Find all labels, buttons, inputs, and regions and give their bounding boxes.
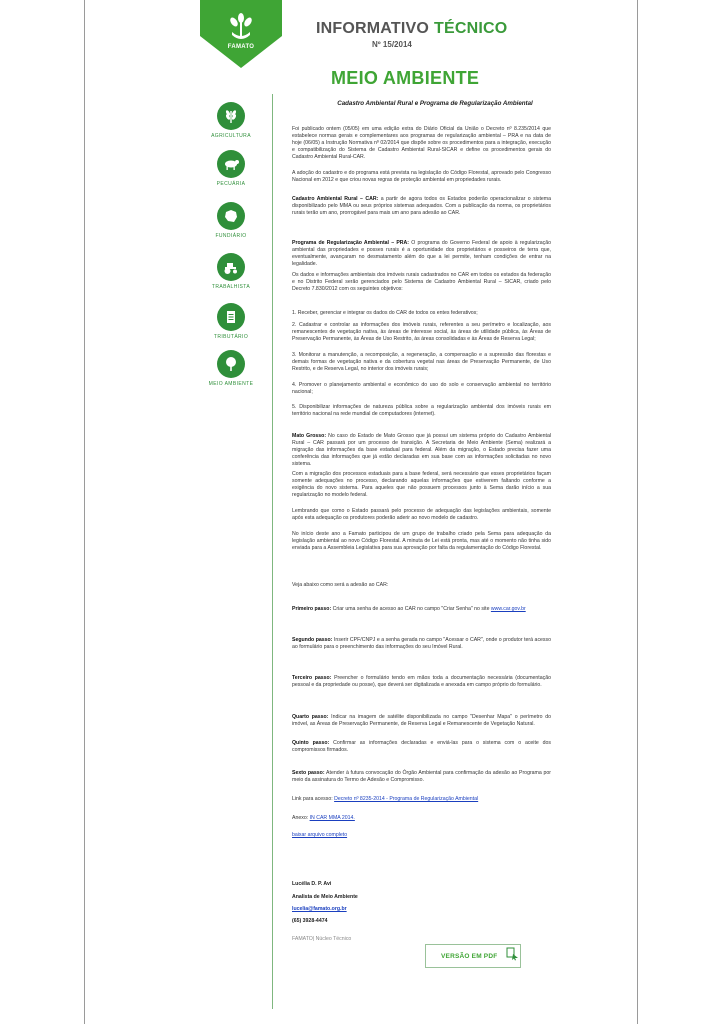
article-subtitle: Cadastro Ambiental Rural e Programa de Regularização Ambiental <box>337 100 533 107</box>
sidebar-item-agricultura[interactable] <box>200 102 262 139</box>
step-item <box>292 714 551 728</box>
step-text: Inserir CPF/CNPJ e a senha gerada no campo "Acessar o CAR", onde o produtor terá acesso ao formulário para o preenchimento das informações do seu Imóvel Rural. <box>292 637 551 650</box>
car-site-link[interactable]: www.car.gov.br <box>490 606 526 612</box>
step-item <box>292 770 551 784</box>
page-border-right <box>637 0 638 1024</box>
step-item <box>292 606 551 613</box>
paragraph: Veja abaixo como será a adesão ao CAR: <box>292 582 389 588</box>
link-prefix: Link para acesso: <box>292 796 335 802</box>
sidebar-item-fundiario[interactable] <box>200 202 262 239</box>
paragraph-text: No caso do Estado de Mato Grosso que já possui um sistema próprio do Cadastro Ambiental Rural – CAR passará por um processo de transição. A Secretaria de Meio Ambiente (Sema) realizará a migração das informações da base estadual para federal. Além da migração, o Estado precisa fazer uma conferência das informações que já estão declaradas em sua base com as informações solicitadas no novo sistema. <box>292 433 552 467</box>
pdf-version-label: VERSÃO EM PDF <box>441 952 498 960</box>
paragraph: Foi publicado ontem (05/05) em uma edição extra do Diário Oficial da União o Decreto nº 8.235/2014 que estabelece normas gerais e complementares aos programas de regularização ambiental – PRA e na data de hoje (06/05) a Instrução Normativa nº 02/2014 que dispõe sobre os procedimentos para a integração, execução e compatibilização do Sistema de Cadastro Ambiental Rural-SICAR e define os procedimentos gerais do Cadastro Ambiental Rural-CAR. <box>292 126 551 160</box>
link-line <box>292 832 551 839</box>
footer-note: FAMATO| Núcleo Técnico <box>292 936 352 942</box>
step-heading: Quarto passo: <box>292 714 329 720</box>
paragraph: No início deste ano a Famato participou de um grupo de trabalho criado pela Sema para adequação da legislação ambiental ao novo Código Florestal. A minuta de Lei está pronta, mas até o momento não tinha sido enviada para a Assembleia Legislativa para sua aprovação por falta da regulamentação do Código Florestal. <box>292 531 551 551</box>
decree-link[interactable]: Decreto nº 8235-2014 - Programa de Regularização Ambiental <box>334 796 479 802</box>
issue-number: Nº 15/2014 <box>372 40 412 49</box>
link-prefix: Anexo: <box>292 815 310 821</box>
paragraph-text: a partir de agora todos os Estados poderão operacionalizar o sistema disponibilizado pelo MMA ou seus próprios sistemas adequados. Com a publicação da norma, os proprietários rurais terão um ano, prorrogável para mais um ano para adesão ao CAR. <box>292 196 552 216</box>
link-line <box>292 815 551 822</box>
list-item: 1. Receber, gerenciar e integrar os dados do CAR de todos os entes federativos; <box>292 310 478 316</box>
step-item <box>292 637 551 651</box>
download-link[interactable]: baixar arquivo completo <box>292 832 348 838</box>
title-part-tecnico: TÉCNICO <box>434 20 508 37</box>
sidebar-item-tributario[interactable] <box>200 303 262 340</box>
step-heading: Terceiro passo: <box>292 675 332 681</box>
step-text: Indicar na imagem de satélite disponibilizada no campo "Desenhar Mapa" o perímetro do imóvel, as Áreas de Preservação Permanente, de Reserva Legal e Remanescente de Vegetação Natural. <box>292 714 551 727</box>
sidebar-item-label: TRABALHISTA <box>211 284 251 290</box>
sidebar-item-label: PECUÁRIA <box>216 181 246 187</box>
paragraph: Os dados e informações ambientais dos imóveis rurais cadastrados no CAR em todos os estados da federação e no Distrito Federal serão gerenciados pelo Sistema de Cadastro Ambiental Rural – SICAR, criado pelo Decreto 7.830/2012 com os seguintes objetivos: <box>292 272 551 292</box>
tree-icon <box>217 350 245 378</box>
sidebar-item-label: FUNDIÁRIO <box>215 233 247 239</box>
paragraph-text: O programa do Governo Federal de apoio à regularização ambiental das propriedades e posses rurais é a oportunidade dos proprietários e posseiros de terra que, eventualmente, avançaram no desmatamento além do que a lei permite, tenham condições de entrar na legalidade. <box>292 240 551 267</box>
sidebar-item-trabalhista[interactable] <box>200 253 262 290</box>
document-icon <box>217 303 245 331</box>
pdf-version-button[interactable] <box>425 944 521 968</box>
author-email-link[interactable]: lucelia@famato.org.br <box>292 906 347 912</box>
list-item: 5. Disponibilizar informações de natureza pública sobre a regularização ambiental dos imóveis rurais em território nacional na rede mundial de computadores (internet). <box>292 404 551 417</box>
list-item: 2. Cadastrar e controlar as informações dos imóveis rurais, referentes a seu perímetro e localização, aos remanescentes de vegetação nativa, às áreas de interesse social, às áreas de utilidade pública, às Áreas de Preservação Permanente, às Áreas de Uso Restrito, às áreas consolidadas e às Áreas de Reserva Legal; <box>292 322 551 342</box>
step-text: Preencher o formulário tendo em mãos toda a documentação necessária (documentação pessoal e da propriedade ou posse), que deverá ser digitalizada e anexada em campo próprio do formulário. <box>292 675 551 688</box>
page-border-left <box>84 0 85 1024</box>
step-text: Atender à futura convocação do Órgão Ambiental para confirmação da adesão ao Programa por meio da assinatura do Termo de Adesão e Compromisso. <box>292 770 551 783</box>
paragraph-heading: Cadastro Ambiental Rural – CAR: <box>292 196 379 202</box>
sidebar-item-label: MEIO AMBIENTE <box>208 381 254 387</box>
step-heading: Quinto passo: <box>292 740 330 746</box>
step-text: Criar uma senha de acesso ao CAR no campo "Criar Senha" no site <box>331 606 491 612</box>
title-part-informativo: INFORMATIVO <box>316 20 430 37</box>
annex-link[interactable]: IN CAR MMA 2014. <box>309 815 355 821</box>
sidebar-item-label: TRIBUTÁRIO <box>213 334 249 340</box>
paragraph: Lembrando que como o Estado passará pelo processo de adequação das legislações ambientais, somente após esta adequação os produtores poderão aderir ao novo modelo de cadastro. <box>292 508 551 521</box>
paragraph <box>292 240 551 268</box>
step-heading: Sexto passo: <box>292 770 325 776</box>
newsletter-title <box>316 20 507 38</box>
author-name: Lucélia D. P. Avi <box>292 881 332 887</box>
paragraph: Com a migração dos processos estaduais para a base federal, será necessário que esses proprietários façam somente adequações no processo, declarando aquelas informações que estiverem faltando conforme a exigência do novo sistema. Para aqueles que não possuem processos junto à Sema darão início a sua regularização no modelo federal. <box>292 471 551 498</box>
wheat-icon <box>217 102 245 130</box>
sidebar-item-label: AGRICULTURA <box>211 133 251 139</box>
step-heading: Primeiro passo: <box>292 606 332 612</box>
paragraph <box>292 433 551 468</box>
step-item <box>292 740 551 754</box>
paragraph-heading: Programa de Regularização Ambiental – PRA: <box>292 240 409 246</box>
paragraph: A adoção do cadastro e do programa está prevista na legislação do Código Florestal, aprovado pelo Congresso Nacional em 2012 e que criou novas regras de proteção ambiental em propriedades rurais. <box>292 170 551 183</box>
section-title: MEIO AMBIENTE <box>331 68 480 88</box>
sidebar-item-meio-ambiente[interactable] <box>200 350 262 387</box>
logo-text: FAMATO <box>227 44 255 50</box>
sidebar-item-pecuaria[interactable] <box>200 150 262 187</box>
list-item: 4. Promover o planejamento ambiental e econômico do uso do solo e conservação ambiental no território nacional; <box>292 382 551 395</box>
paragraph-heading: Mato Grosso: <box>292 433 327 439</box>
step-heading: Segundo passo: <box>292 637 333 643</box>
step-text: Confirmar as informações declaradas e enviá-las para o sistema com o aceite dos compromissos firmados. <box>292 740 552 753</box>
famato-logo <box>200 0 282 68</box>
tractor-icon <box>217 253 245 281</box>
paragraph <box>292 196 551 217</box>
author-role: Analista de Meio Ambiente <box>292 894 358 900</box>
link-line <box>292 796 551 803</box>
author-phone: (65) 3928-4474 <box>292 918 328 924</box>
vertical-divider <box>272 94 273 1009</box>
map-icon <box>217 202 245 230</box>
cow-icon <box>217 150 245 178</box>
step-item <box>292 675 551 689</box>
list-item: 3. Monitorar a manutenção, a recomposição, a regeneração, a compensação e a supressão das florestas e demais formas de vegetação nativa e da cobertura vegetal nas áreas de Preservação Permanente, de Uso Restrito, e de Reserva Legal, no interior dos imóveis rurais; <box>292 352 551 372</box>
download-arrow-icon <box>505 947 519 966</box>
